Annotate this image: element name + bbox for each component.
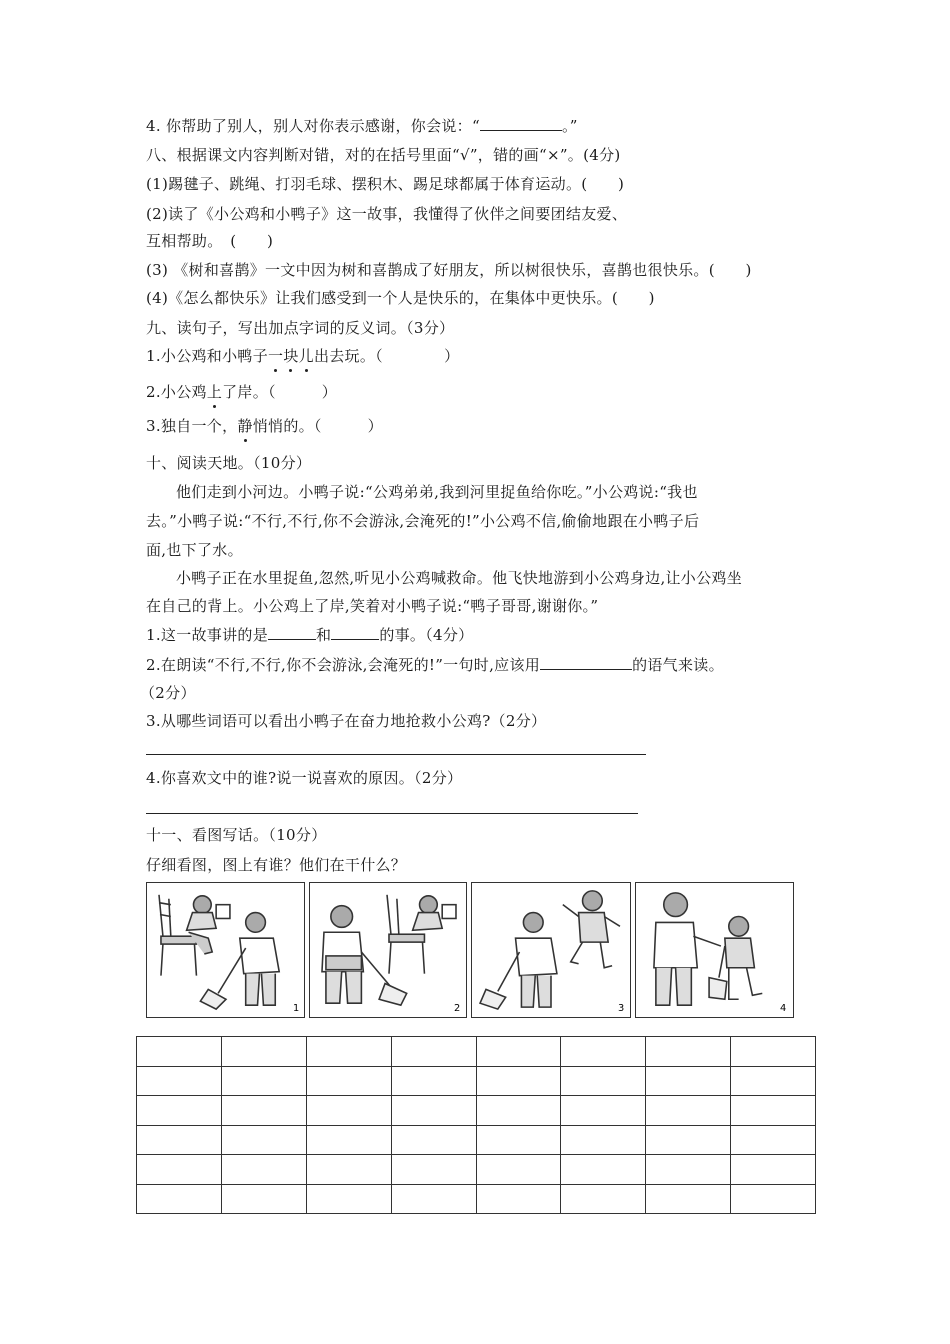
panel-number: 3 [618, 1003, 625, 1015]
grid-cell[interactable] [476, 1066, 561, 1096]
judge-item-2: (2)读了《小公鸡和小鸭子》这一故事，我懂得了伙伴之间要团结友爱、 [146, 205, 628, 223]
grid-cell[interactable] [561, 1184, 646, 1214]
grid-cell[interactable] [646, 1037, 731, 1067]
picture-panel-4 [635, 882, 794, 1018]
grid-cell[interactable] [221, 1184, 306, 1214]
grid-cell[interactable] [476, 1037, 561, 1067]
grid-cell[interactable] [306, 1066, 391, 1096]
answer-line[interactable] [146, 813, 638, 814]
grid-cell[interactable] [476, 1184, 561, 1214]
grid-cell[interactable] [731, 1066, 816, 1096]
passage-line: 去。”小鸭子说:“不行,不行,你不会游泳,会淹死的!”小公鸡不信,偷偷地跟在小鸭子后 [146, 512, 700, 530]
section-9-title: 九、读句子，写出加点字词的反义词。（3分） [146, 319, 455, 337]
grid-cell[interactable] [306, 1155, 391, 1185]
judge-item-3: (3) 《树和喜鹊》一文中因为树和喜鹊成了好朋友，所以树很快乐，喜鹊也很快乐。( ) [146, 261, 752, 279]
dotted-char: 一 [268, 347, 284, 365]
grid-row [137, 1096, 816, 1126]
grid-cell[interactable] [391, 1125, 476, 1155]
grid-cell[interactable] [221, 1125, 306, 1155]
sentence-1: 1.小公鸡和小鸭子一块儿出去玩。（ ） [146, 347, 460, 365]
grid-cell[interactable] [731, 1037, 816, 1067]
judge-item-1: (1)踢毽子、跳绳、打羽毛球、摆积木、踢足球都属于体育运动。( ) [146, 175, 625, 193]
picture-panel-3 [471, 882, 631, 1018]
passage-line: 面,也下了水。 [146, 541, 243, 559]
answer-line[interactable] [146, 754, 646, 755]
grid-cell[interactable] [646, 1155, 731, 1185]
judge-item-2-cont: 互相帮助。 ( ) [146, 232, 274, 250]
grid-row [137, 1184, 816, 1214]
grid-cell[interactable] [731, 1184, 816, 1214]
grid-row [137, 1066, 816, 1096]
answer-blank[interactable] [268, 625, 316, 640]
grid-cell[interactable] [731, 1155, 816, 1185]
grid-cell[interactable] [646, 1066, 731, 1096]
illustration-boy-running-to-grandpa [472, 883, 630, 1017]
grid-cell[interactable] [137, 1096, 222, 1126]
reading-q2-score: （2分） [140, 684, 196, 702]
illustration-grandpa-back-boy-reading [310, 883, 466, 1017]
grid-cell[interactable] [391, 1037, 476, 1067]
dotted-char: 上 [206, 383, 223, 401]
grid-cell[interactable] [646, 1125, 731, 1155]
passage-line: 他们走到小河边。小鸭子说:“公鸡弟弟,我到河里捉鱼给你吃。”小公鸡说:“我也 [176, 483, 698, 501]
sentence-3: 3.独自一个，静悄悄的。（ ） [146, 417, 383, 435]
grid-cell[interactable] [646, 1184, 731, 1214]
dotted-char: 块 [283, 347, 299, 365]
grid-cell[interactable] [221, 1037, 306, 1067]
dotted-char: 儿 [298, 347, 314, 365]
panel-number: 1 [292, 1003, 300, 1015]
passage-line: 小鸭子正在水里捉鱼,忽然,听见小公鸡喊救命。他飞快地游到小公鸡身边,让小公鸡坐 [176, 569, 743, 587]
grid-row [137, 1125, 816, 1155]
dotted-char: 静 [237, 417, 253, 435]
answer-blank[interactable] [540, 655, 632, 670]
grid-cell[interactable] [476, 1125, 561, 1155]
grid-cell[interactable] [731, 1125, 816, 1155]
grid-cell[interactable] [221, 1096, 306, 1126]
grid-cell[interactable] [137, 1037, 222, 1067]
grid-cell[interactable] [476, 1096, 561, 1126]
illustration-boy-taking-broom [636, 883, 793, 1017]
grid-cell[interactable] [646, 1096, 731, 1126]
grid-cell[interactable] [731, 1096, 816, 1126]
grid-cell[interactable] [561, 1155, 646, 1185]
section-10-title: 十、阅读天地。（10分） [146, 454, 312, 472]
answer-blank[interactable] [331, 625, 379, 640]
grid-cell[interactable] [137, 1184, 222, 1214]
judge-item-4: (4)《怎么都快乐》让我们感受到一个人是快乐的，在集体中更快乐。( ) [146, 289, 655, 307]
question-4: 4. 你帮助了别人，别人对你表示感谢，你会说：“ 。” [146, 117, 578, 135]
picture-panel-1 [146, 882, 305, 1018]
section-11-title: 十一、看图写话。（10分） [146, 826, 327, 844]
illustration-boy-reading-grandpa-sweeping [147, 883, 304, 1017]
grid-cell[interactable] [391, 1066, 476, 1096]
grid-cell[interactable] [137, 1155, 222, 1185]
grid-cell[interactable] [306, 1037, 391, 1067]
grid-cell[interactable] [391, 1096, 476, 1126]
grid-row [137, 1037, 816, 1067]
panel-number: 4 [780, 1003, 787, 1015]
reading-q1: 1.这一故事讲的是 和 的事。（4分） [146, 626, 474, 644]
grid-cell[interactable] [221, 1066, 306, 1096]
grid-cell[interactable] [306, 1184, 391, 1214]
picture-prompt: 仔细看图，图上有谁？他们在干什么？ [146, 856, 407, 874]
grid-cell[interactable] [391, 1184, 476, 1214]
grid-cell[interactable] [561, 1066, 646, 1096]
grid-cell[interactable] [561, 1125, 646, 1155]
grid-cell[interactable] [476, 1155, 561, 1185]
writing-grid [136, 1036, 816, 1214]
grid-cell[interactable] [561, 1037, 646, 1067]
grid-cell[interactable] [137, 1125, 222, 1155]
panel-number: 2 [454, 1003, 461, 1015]
grid-cell[interactable] [306, 1125, 391, 1155]
reading-q4: 4.你喜欢文中的谁?说一说喜欢的原因。（2分） [146, 769, 463, 787]
grid-cell[interactable] [561, 1096, 646, 1126]
sentence-2: 2.小公鸡上了岸。（ ） [146, 383, 338, 401]
grid-row [137, 1155, 816, 1185]
section-8-title: 八、根据课文内容判断对错，对的在括号里面“√”，错的画“×”。(4分) [146, 146, 621, 164]
grid-cell[interactable] [221, 1155, 306, 1185]
answer-blank[interactable] [480, 116, 562, 131]
reading-q2: 2.在朗读“不行,不行,你不会游泳,会淹死的!”一句时,应该用 的语气来读。 [146, 656, 724, 674]
passage-line: 在自己的背上。小公鸡上了岸,笑着对小鸭子说:“鸭子哥哥,谢谢你。” [146, 597, 599, 615]
grid-cell[interactable] [391, 1155, 476, 1185]
picture-panel-2 [309, 882, 467, 1018]
grid-cell[interactable] [306, 1096, 391, 1126]
reading-q3: 3.从哪些词语可以看出小鸭子在奋力地抢救小公鸡?（2分） [146, 712, 547, 730]
grid-cell[interactable] [137, 1066, 222, 1096]
